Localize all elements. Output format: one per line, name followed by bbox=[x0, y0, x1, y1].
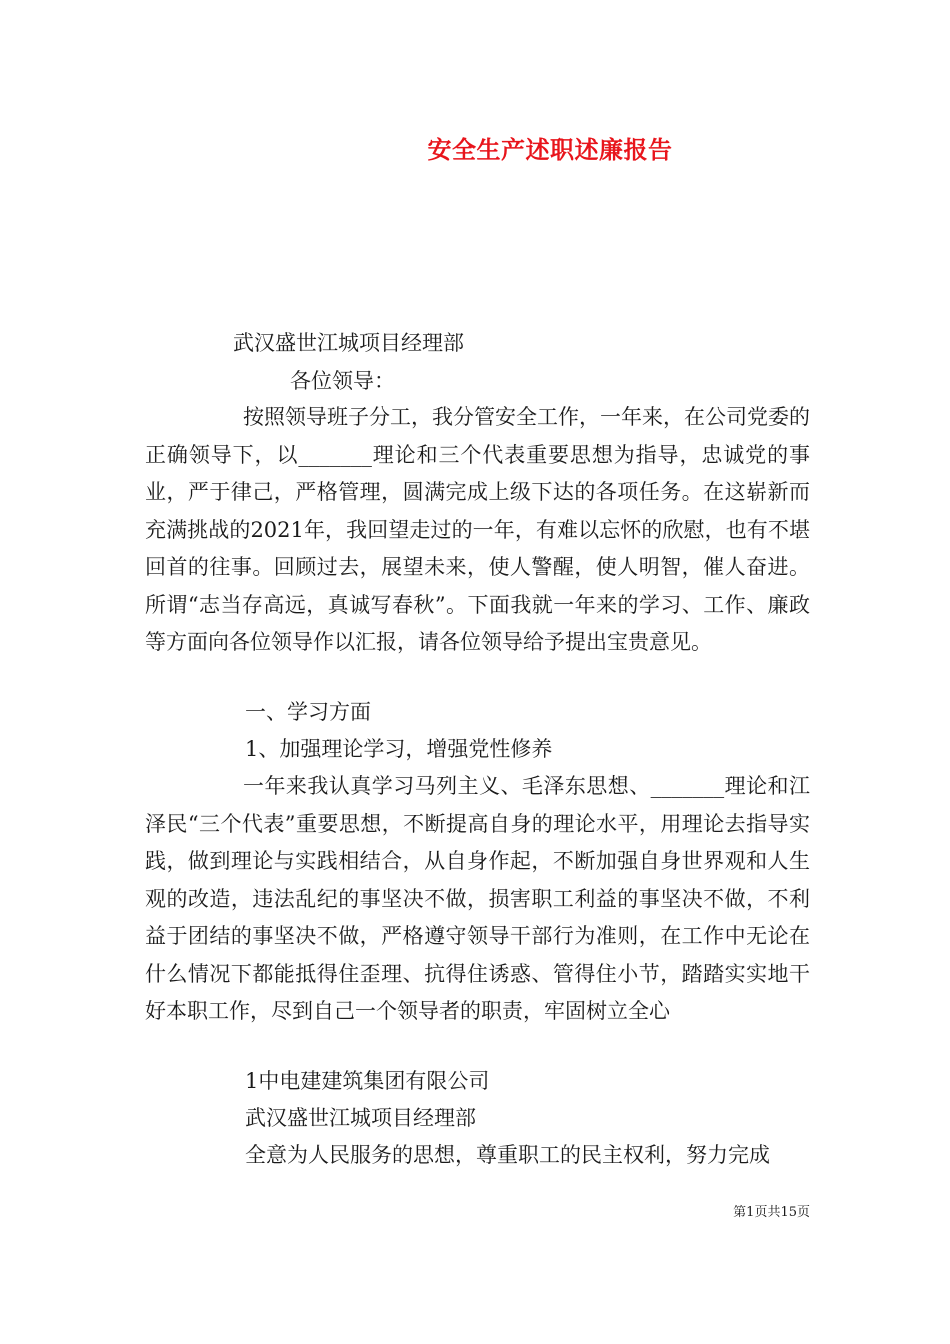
section-heading-study: 一、学习方面 bbox=[245, 700, 371, 724]
document-title: 安全生产述职述廉报告 bbox=[427, 135, 673, 164]
company-line: 1中电建建筑集团有限公司 bbox=[245, 1069, 490, 1093]
body-paragraph-3: 全意为人民服务的思想，尊重职工的民主权利，努力完成 bbox=[245, 1143, 770, 1167]
body-paragraph-2: 一年来我认真学习马列主义、毛泽东思想、_______理论和江泽民“三个代表”重要思想，不断提高自身的理论水平，用理论去指导实践，做到理论与实践相结合，从自身作起，不断加强自身世界观和人生观的改造，违法乱纪的事坚决不做，损害职工利益的事坚决不做，不利益于团结的事坚决不做，严格遵守领导干部行为准则，在工作中无论在什么情况下都能抵得住歪理、抗得住诱惑、管得住小节，踏踏实实地干好本职工作，尽到自己一个领导者的职责，牢固树立全心 bbox=[145, 774, 810, 1023]
subsection-heading-theory: 1、加强理论学习，增强党性修养 bbox=[245, 737, 553, 761]
header-org: 武汉盛世江城项目经理部 bbox=[233, 331, 464, 355]
body-paragraph-1: 按照领导班子分工，我分管安全工作，一年来，在公司党委的正确领导下，以_______理论和三个代表重要思想为指导，忠诚党的事业，严于律己，严格管理，圆满完成上级下达的各项任务。在这崭新而充满挑战的2021年，我回望走过的一年，有难以忘怀的欣慰，也有不堪回首的往事。回顾过去，展望未来，使人警醒，使人明智，催人奋进。所谓“志当存高远，真诚写春秋”。下面我就一年来的学习、工作、廉政等方面向各位领导作以汇报，请各位领导给予提出宝贵意见。 bbox=[145, 405, 810, 654]
page-number: 第1页共15页 bbox=[733, 1205, 810, 1220]
salutation: 各位领导： bbox=[290, 369, 395, 393]
org-line: 武汉盛世江城项目经理部 bbox=[245, 1106, 476, 1130]
